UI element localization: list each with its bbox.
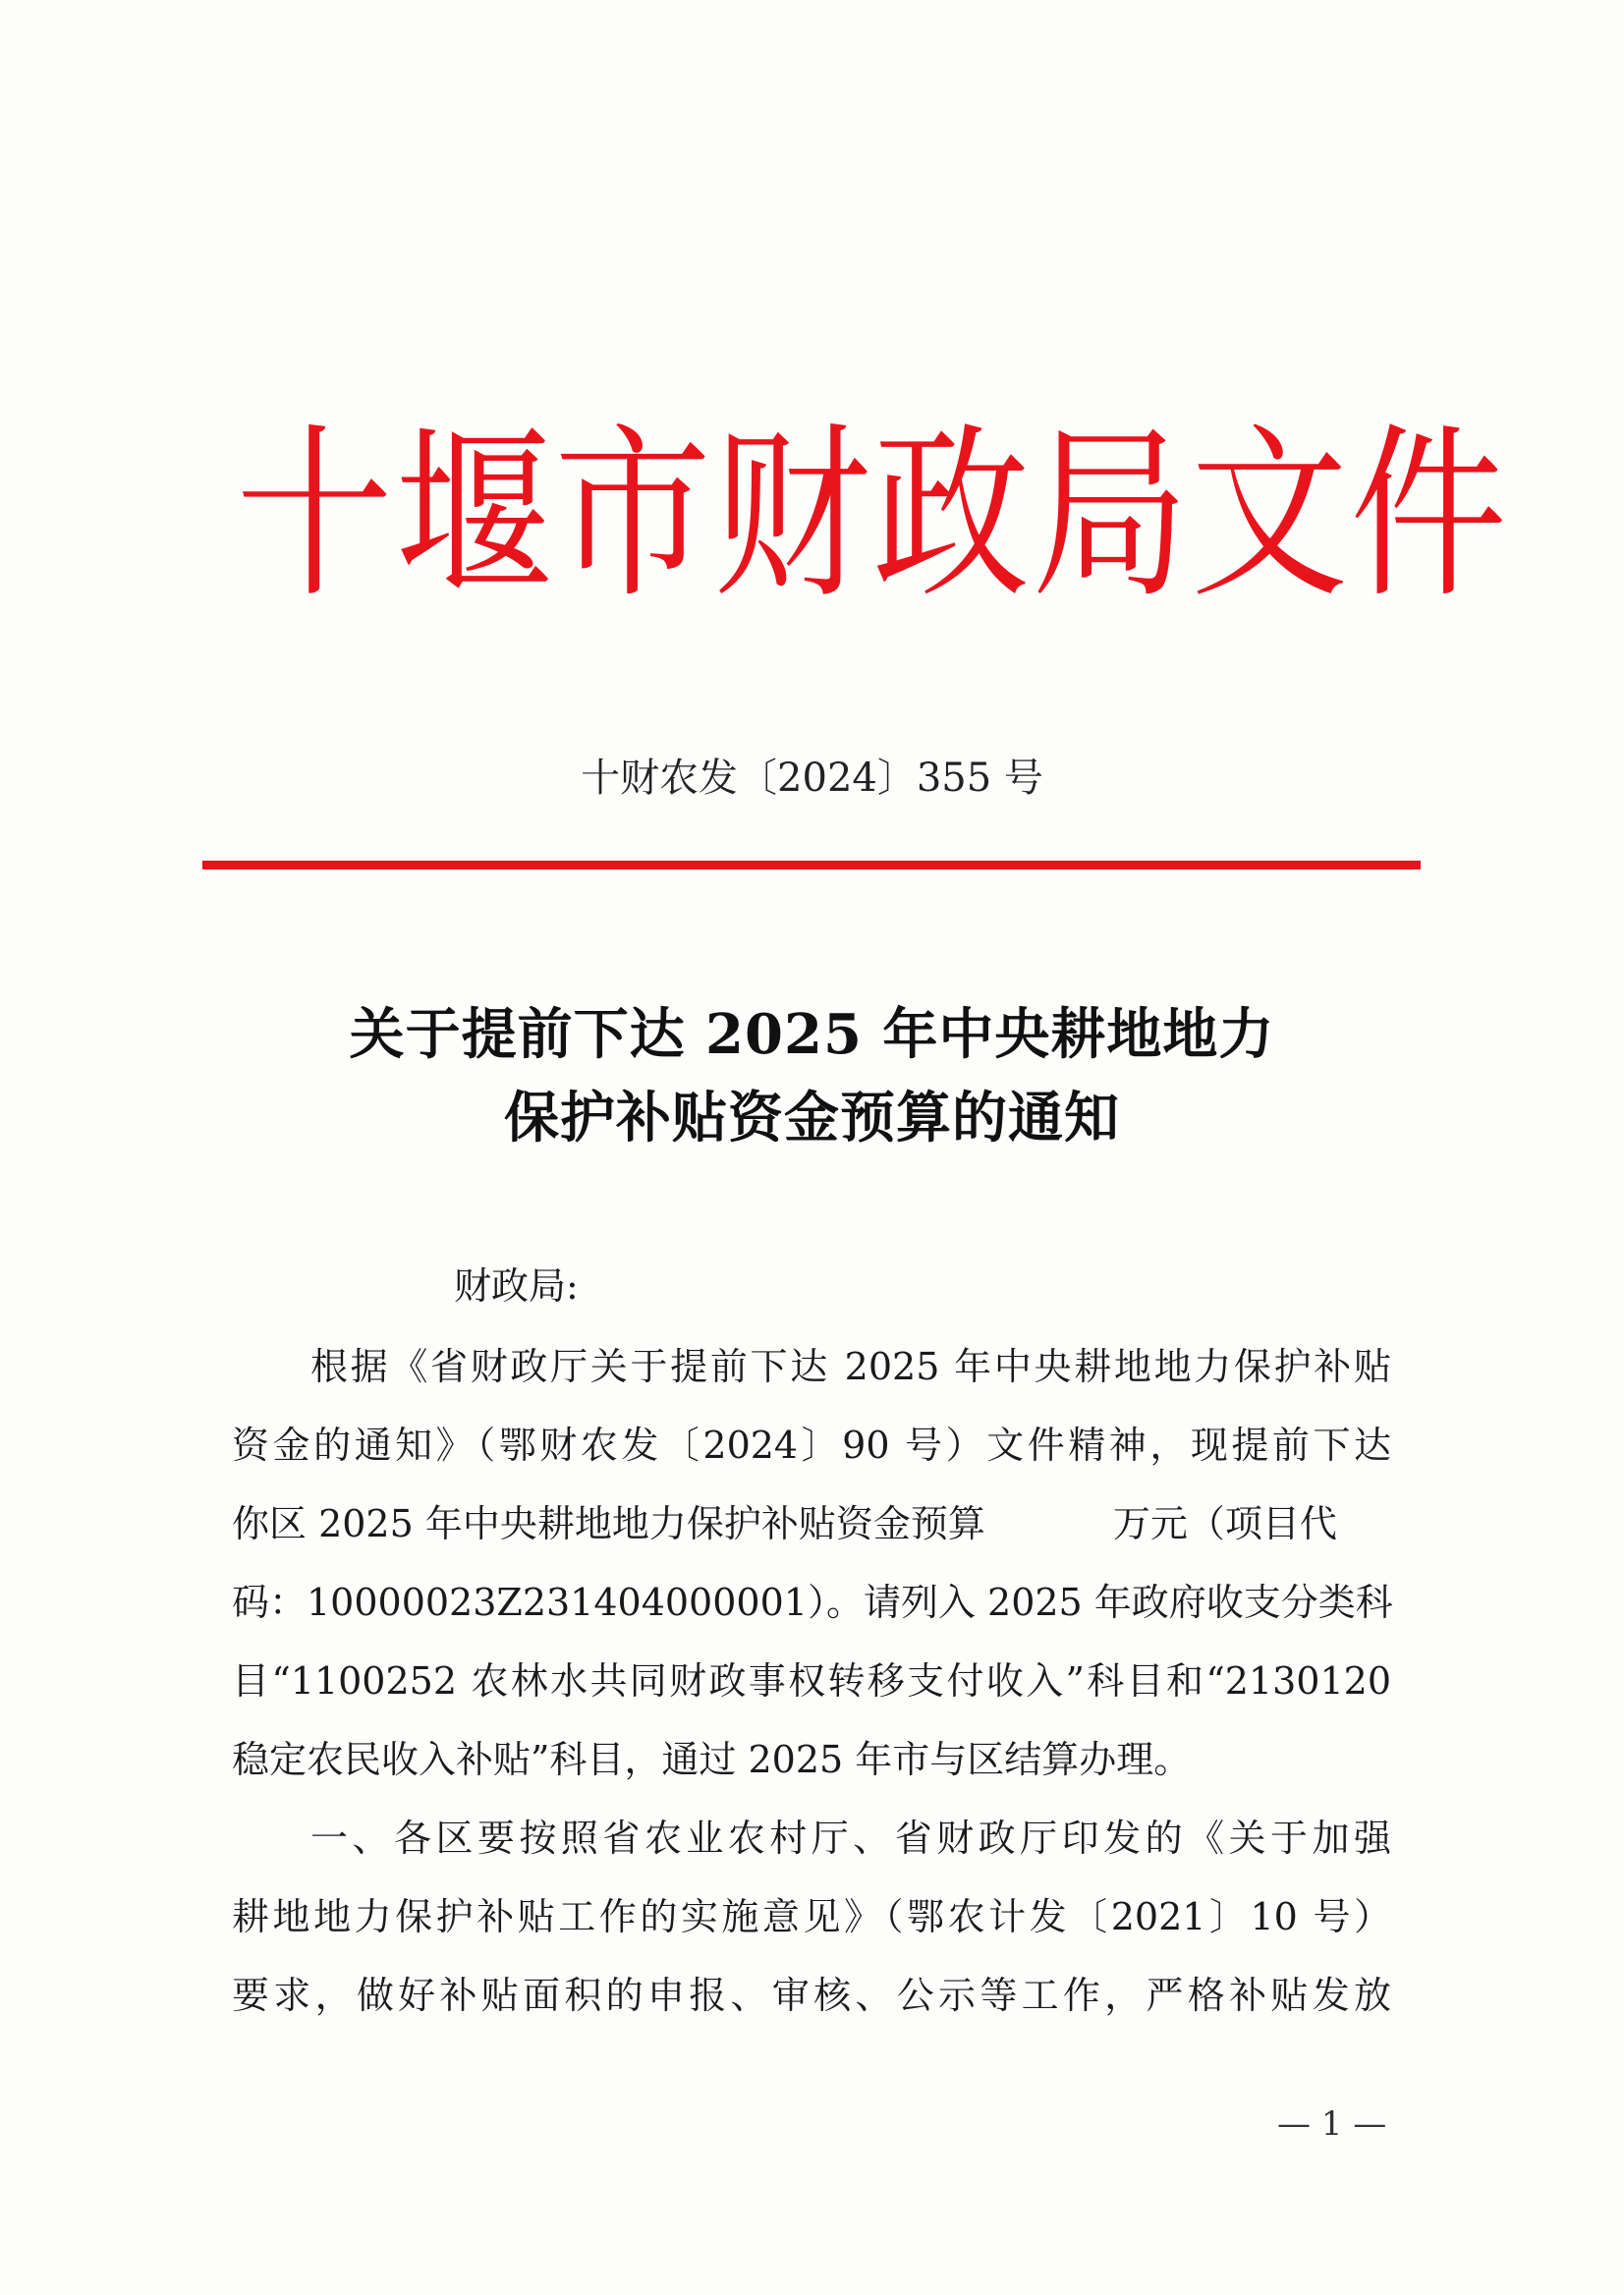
body-line-9: 要求，做好补贴面积的申报、审核、公示等工作，严格补贴发放 bbox=[232, 1974, 1391, 2017]
body-line-4: 码：10000023Z231404000001）。请列入 2025 年政府收支分类科 bbox=[232, 1581, 1393, 1624]
body-line-6: 稳定农民收入补贴”科目，通过 2025 年市与区结算办理。 bbox=[232, 1738, 1192, 1781]
body-line-3-part-b: 万元（项目代 bbox=[1112, 1502, 1337, 1545]
red-divider-line bbox=[202, 861, 1421, 869]
addressee: 财政局: bbox=[454, 1264, 579, 1308]
page-number: — 1 — bbox=[1277, 2104, 1387, 2144]
body-line-3-part-a: 你区 2025 年中央耕地地力保护补贴资金预算 bbox=[232, 1502, 985, 1545]
notice-title-line-2: 保护补贴资金预算的通知 bbox=[504, 1086, 1120, 1150]
body-line-8: 耕地地力保护补贴工作的实施意见》（鄂农计发〔2021〕10 号） bbox=[232, 1895, 1391, 1938]
notice-title-line-1: 关于提前下达 2025 年中央耕地地力 bbox=[349, 1002, 1275, 1067]
body-line-5: 目“1100252 农林水共同财政事权转移支付收入”科目和“2130120 bbox=[232, 1659, 1391, 1703]
body-line-2: 资金的通知》（鄂财农发〔2024〕90 号）文件精神，现提前下达 bbox=[232, 1424, 1391, 1467]
body-line-1: 根据《省财政厅关于提前下达 2025 年中央耕地地力保护补贴 bbox=[310, 1345, 1391, 1388]
masthead-title: 十堰市财政局文件 bbox=[236, 406, 1510, 624]
body-line-7: 一、各区要按照省农业农村厅、省财政厅印发的《关于加强 bbox=[310, 1817, 1391, 1860]
document-number: 十财农发〔2024〕355 号 bbox=[581, 756, 1043, 801]
body-line-3 bbox=[232, 1502, 1391, 1545]
